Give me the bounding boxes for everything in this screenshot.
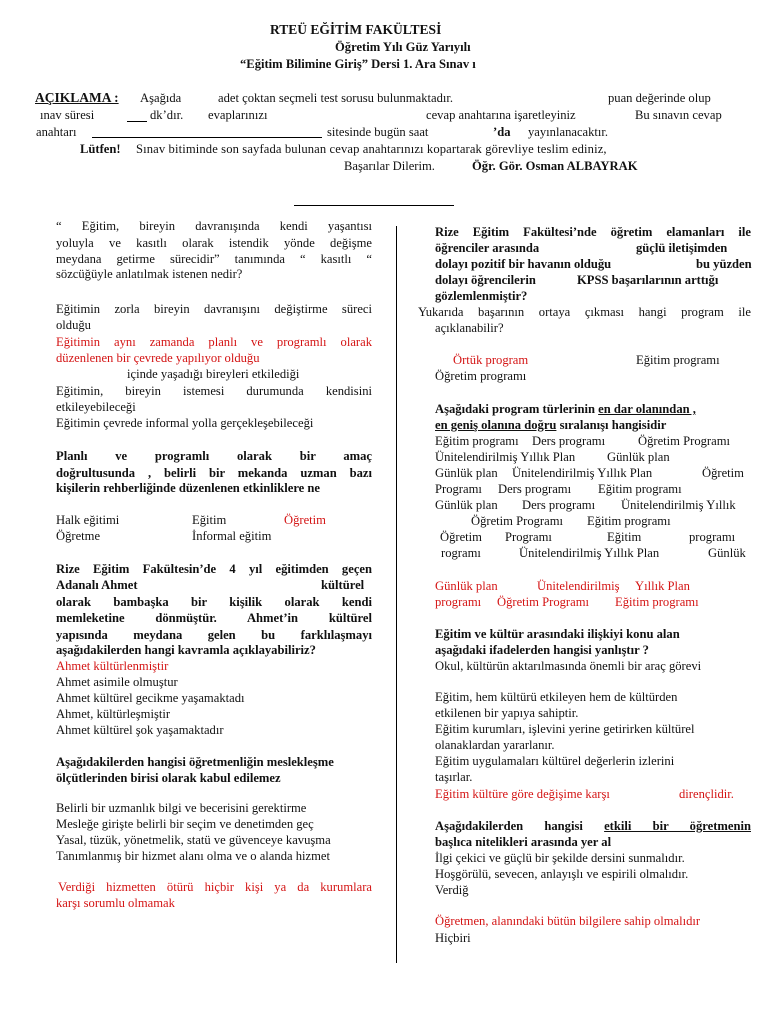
exam-title: RTEÜ EĞİTİM FAKÜLTESİ <box>270 22 442 37</box>
question-stem: “ Eğitim, bireyin davranışında kendi yaşantısı yoluyla ve kasıtlı olarak istendik yönde değişme meydana getirme sürecidir” tanımında “ kasıtlı “ <box>56 219 372 266</box>
question-stem: Adanalı Ahmet <box>56 578 138 592</box>
instr-text: anahtarı <box>36 125 77 139</box>
instr-text: adet çoktan seçmeli test sorusu bulunmaktadır. <box>218 91 454 105</box>
correct-answer[interactable]: Eğitim kültüre göre değişime karşı <box>435 787 610 801</box>
answer-option[interactable]: Hoşgörülü, sevecen, anlayışlı ve espirili olmalıdır. <box>435 867 689 881</box>
correct-answer[interactable]: Verdiği hizmetten ötürü hiçbir kişi ya da kurumlara <box>58 880 372 894</box>
answer-option[interactable]: Ahmet, kültürleşmiştir <box>56 707 171 721</box>
question-stem: olarak bambaşka bir kişilik olarak kendi memleketine dönmüştür. Ahmet’in kültürel yapısında meydana gelen bu farklılaşmayı <box>56 595 372 642</box>
answer-option[interactable]: Halk eğitimi <box>56 513 120 527</box>
question-stem: güçlü iletişimden <box>636 241 728 255</box>
instr-text: Başarılar Dilerim. <box>344 159 435 173</box>
instr-text: cevap anahtarına işaretleyiniz <box>426 108 576 122</box>
header-divider <box>294 205 454 206</box>
instr-text: puan değerinde olup <box>608 91 711 105</box>
instr-text: sitesinde bugün saat <box>327 125 429 139</box>
answer-option[interactable]: Eğitimin, bireyin istemesi durumunda kendisini <box>56 384 372 398</box>
answer-option[interactable]: Eğitim uygulamaları kültürel değerlerin izlerini <box>435 754 675 768</box>
correct-answer[interactable]: programı Öğretim Programı Eğitim programı <box>435 595 699 609</box>
answer-option[interactable]: Günlük plan Ünitelendirilmiş Yıllık Plan Öğretim <box>435 466 744 480</box>
question-stem: başlıca nitelikleri arasında yer al <box>435 835 612 849</box>
question-stem: Planlı ve programlı olarak bir amaç doğrultusunda , belirli bir mekanda uzman bazı <box>56 449 372 480</box>
instr-text: Sınav bitiminde son sayfada bulunan cevap anahtarınızı kopartarak görevliye teslim ediniz, <box>136 142 607 156</box>
column-divider <box>396 226 397 963</box>
correct-answer[interactable]: karşı sorumlu olmamak <box>56 896 175 910</box>
answer-option[interactable]: Programı Ders programı Eğitim programı <box>435 482 682 496</box>
question-stem: dolayı öğrencilerin <box>435 273 536 287</box>
question-stem: ölçütlerinden birisi olarak kabul edilemez <box>56 771 281 785</box>
answer-site-blank[interactable] <box>92 137 322 138</box>
answer-option[interactable]: Mesleğe girişte belirli bir seçim ve denetimden geç <box>56 817 314 831</box>
correct-answer[interactable]: Öğretmen, alanındaki bütün bilgilere sahip olmalıdır <box>435 914 701 928</box>
answer-option[interactable]: Hiçbiri <box>435 931 471 945</box>
question-stem: KPSS başarılarının arttığı <box>577 273 719 287</box>
question-stem: kişilerin rehberliğinde düzenlenen etkinliklere ne <box>56 481 321 495</box>
answer-option[interactable]: Eğitimin çevrede informal yolla gerçekleşebileceği <box>56 416 314 430</box>
question-stem: en geniş olanına doğru sıralanışı hangisidir <box>435 418 667 432</box>
question-stem: Aşağıdakilerden hangisi öğretmenliğin meslekleşme <box>56 755 334 769</box>
question-text: Yukarıda başarının ortaya çıkması hangi program ile <box>418 305 751 319</box>
question-stem: Rize Eğitim Fakültesin’de 4 yıl eğitimden geçen <box>56 562 372 576</box>
correct-answer[interactable]: Ahmet kültürlenmiştir <box>56 659 169 673</box>
answer-option[interactable]: Yasal, tüzük, yönetmelik, statü ve güvenceye kavuşma <box>56 833 331 847</box>
instr-please: Lütfen! <box>80 142 121 156</box>
duration-blank[interactable] <box>127 121 147 122</box>
answer-option[interactable]: Tanımlanmış bir hizmet alanı olma ve o alanda hizmet <box>56 849 330 863</box>
answer-option[interactable]: olanaklardan yararlanır. <box>435 738 555 752</box>
answer-option[interactable]: Verdiğ <box>435 883 469 897</box>
question-stem: gözlemlenmiştir? <box>435 289 528 303</box>
exam-course: “Eğitim Bilimine Giriş” Dersi 1. Ara Sınav ı <box>240 57 476 71</box>
answer-option[interactable]: Eğitim <box>192 513 227 527</box>
correct-answer[interactable]: dirençlidir. <box>679 787 734 801</box>
question-stem: Rize Eğitim Fakültesi’nde öğretim elamanları ile <box>435 225 751 239</box>
answer-option[interactable]: Ahmet kültürel gecikme yaşamaktadı <box>56 691 245 705</box>
correct-answer[interactable]: Örtük program <box>453 353 529 367</box>
answer-option[interactable]: Belirli bir uzmanlık bilgi ve becerisini gerektirme <box>56 801 307 815</box>
answer-option[interactable]: Ahmet asimile olmuştur <box>56 675 178 689</box>
answer-option[interactable]: içinde yaşadığı bireyleri etkilediği <box>127 367 300 381</box>
answer-option[interactable]: Öğretim programı <box>435 369 527 383</box>
answer-option[interactable]: Eğitim kurumları, işlevini yerine getirirken kültürel <box>435 722 695 736</box>
question-stem: öğrenciler arasında <box>435 241 540 255</box>
answer-option[interactable]: İnformal eğitim <box>192 529 272 543</box>
instr-text: Aşağıda <box>140 91 182 105</box>
answer-option[interactable]: Eğitimin zorla bireyin davranışını değiştirme süreci <box>56 302 372 316</box>
answer-option[interactable]: etkileyebileceği <box>56 400 136 414</box>
instr-text: yayınlanacaktır. <box>528 125 609 139</box>
question-stem: Eğitim ve kültür arasındaki ilişkiyi konu alan <box>435 627 680 641</box>
question-text: açıklanabilir? <box>435 321 504 335</box>
instr-text: evaplarınızı <box>208 108 268 122</box>
answer-option[interactable]: Eğitim programı <box>636 353 720 367</box>
answer-option[interactable]: Ünitelendirilmiş Yıllık Plan Günlük plan <box>435 450 670 464</box>
answer-option[interactable]: olduğu <box>56 318 91 332</box>
answer-option[interactable]: İlgi çekici ve güçlü bir şekilde dersini sunmalıdır. <box>435 851 685 865</box>
answer-option[interactable]: Günlük plan Ders programı Ünitelendirilmiş Yıllık <box>435 498 736 512</box>
correct-answer[interactable]: Günlük plan Ünitelendirilmiş Yıllık Plan <box>435 579 690 593</box>
answer-option[interactable]: Eğitim, hem kültürü etkileyen hem de kültürden <box>435 690 678 704</box>
answer-option[interactable]: Ahmet kültürel şok yaşamaktadır <box>56 723 224 737</box>
instr-text: ınav süresi <box>40 108 95 122</box>
correct-answer[interactable]: Öğretim <box>284 513 326 527</box>
question-stem: kültürel <box>321 578 365 592</box>
instructions-label: AÇIKLAMA : <box>35 90 119 105</box>
question-stem: bu yüzden <box>696 257 752 271</box>
question-stem: Aşağıdaki program türlerinin en dar olanından , <box>435 402 696 416</box>
instr-text: ’da <box>493 125 511 139</box>
answer-option[interactable]: etkilenen bir yapıya sahiptir. <box>435 706 579 720</box>
question-stem: sözcüğüyle anlatılmak istenen nedir? <box>56 267 243 281</box>
correct-answer[interactable]: Eğitimin aynı zamanda planlı ve programlı olarak <box>56 335 372 349</box>
answer-option[interactable]: Öğretme <box>56 529 101 543</box>
answer-option[interactable]: Eğitim programı Ders programı Öğretim Programı <box>435 434 730 448</box>
answer-option[interactable]: Okul, kültürün aktarılmasında önemli bir araç görevi <box>435 659 702 673</box>
question-stem: Aşağıdakilerden hangisi etkili bir öğretmenin <box>435 819 751 833</box>
instructor-name: Öğr. Gör. Osman ALBAYRAK <box>472 159 638 173</box>
correct-answer[interactable]: düzenlenen bir çevrede yapılıyor olduğu <box>56 351 260 365</box>
question-stem: dolayı pozitif bir havanın olduğu <box>435 257 612 271</box>
instr-text: dk’dır. <box>150 108 184 122</box>
question-stem: aşağıdakilerden hangi kavramla açıklayabiliriz? <box>56 643 316 657</box>
exam-term: Öğretim Yılı Güz Yarıyılı <box>335 40 471 54</box>
instr-text: Bu sınavın cevap <box>635 108 722 122</box>
question-stem: aşağıdaki ifadelerden hangisi yanlıştır ? <box>435 643 649 657</box>
answer-option[interactable]: taşırlar. <box>435 770 473 784</box>
